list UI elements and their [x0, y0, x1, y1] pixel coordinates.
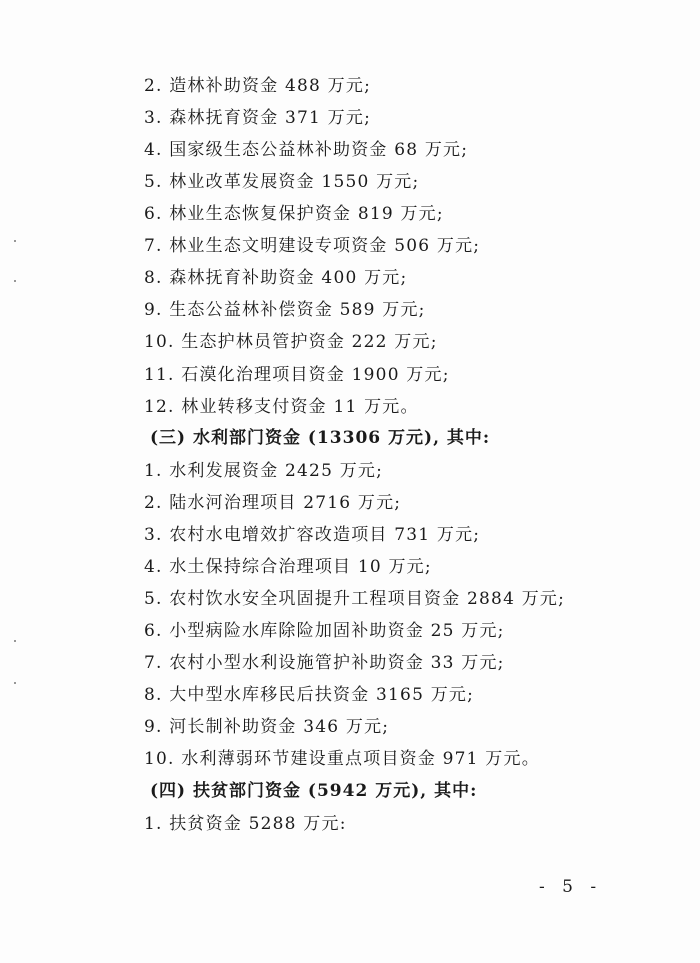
list-item: 12. 林业转移支付资金 11 万元。 — [144, 397, 419, 417]
list-item: 2. 造林补助资金 488 万元; — [144, 76, 372, 96]
list-item: 3. 农村水电增效扩容改造项目 731 万元; — [144, 525, 481, 545]
section-heading-water: (三) 水利部门资金 (13306 万元), 其中: — [150, 428, 491, 448]
list-item: 8. 森林抚育补助资金 400 万元; — [144, 268, 408, 288]
list-item: 2. 陆水河治理项目 2716 万元; — [144, 493, 402, 513]
list-item: 6. 小型病险水库除险加固补助资金 25 万元; — [144, 621, 505, 641]
list-item: 7. 林业生态文明建设专项资金 506 万元; — [144, 236, 481, 256]
list-item: 3. 森林抚育资金 371 万元; — [144, 108, 372, 128]
list-item: 9. 生态公益林补偿资金 589 万元; — [144, 300, 426, 320]
scan-speck — [14, 640, 16, 642]
list-item: 5. 林业改革发展资金 1550 万元; — [144, 172, 420, 192]
list-item: 1. 扶贫资金 5288 万元: — [144, 814, 347, 834]
list-item: 4. 国家级生态公益林补助资金 68 万元; — [144, 140, 469, 160]
list-item: 11. 石漠化治理项目资金 1900 万元; — [144, 365, 450, 385]
list-item: 9. 河长制补助资金 346 万元; — [144, 717, 390, 737]
section-heading-poverty: (四) 扶贫部门资金 (5942 万元), 其中: — [150, 781, 478, 801]
list-item: 6. 林业生态恢复保护资金 819 万元; — [144, 204, 444, 224]
list-item: 5. 农村饮水安全巩固提升工程项目资金 2884 万元; — [144, 589, 566, 609]
list-item: 10. 生态护林员管护资金 222 万元; — [144, 332, 438, 352]
list-item: 4. 水土保持综合治理项目 10 万元; — [144, 557, 432, 577]
list-item: 7. 农村小型水利设施管护补助资金 33 万元; — [144, 653, 505, 673]
page-number: - 5 - — [539, 877, 603, 897]
scan-speck — [14, 240, 16, 242]
scan-speck — [14, 280, 16, 282]
scan-speck — [14, 682, 16, 684]
list-item: 10. 水利薄弱环节建设重点项目资金 971 万元。 — [144, 749, 540, 769]
list-item: 8. 大中型水库移民后扶资金 3165 万元; — [144, 685, 475, 705]
list-item: 1. 水利发展资金 2425 万元; — [144, 461, 384, 481]
